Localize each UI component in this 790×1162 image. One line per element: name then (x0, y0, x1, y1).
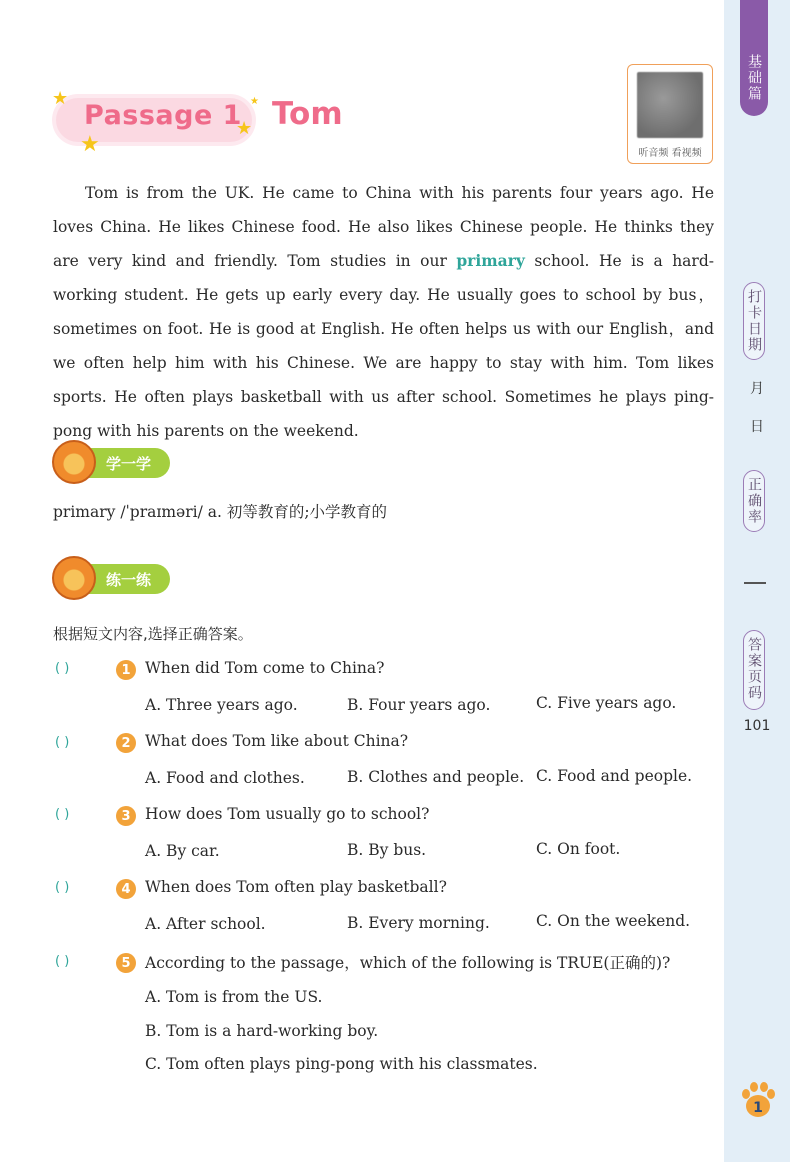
qr-code-card[interactable] (627, 64, 713, 164)
lion-mascot-icon (52, 440, 96, 484)
question-text: When did Tom come to China? (145, 659, 385, 677)
divider (744, 582, 766, 584)
section-tab (740, 0, 768, 116)
month-label: 月 (750, 381, 764, 397)
answer-blank[interactable]: ( ) (55, 807, 70, 822)
passage-text-2: school. He is a hard-working student. He gets up early every day. He usually goes to school by bus，sometimes on foot. He is good at English. He often helps us with our English，and we often help him with his Chinese. We are happy to stay with him. Tom likes sports. He often plays basketball with us after school. Sometimes he plays ping-pong with his parents on the weekend. (53, 252, 714, 440)
page-title: Tom (272, 96, 343, 132)
passage-text-1: Tom is from the UK. He came to China with his parents four years ago. He loves China. He likes Chinese food. He also likes Chinese people. He thinks they are very kind and friendly. Tom studies in our (53, 184, 714, 270)
paw-number: 1 (753, 1100, 763, 1116)
option-b[interactable]: B. Tom is a hard-working boy. (145, 1022, 379, 1040)
instructions: 根据短文内容,选择正确答案。 (53, 625, 253, 643)
question-number: 2 (116, 733, 136, 753)
option-c[interactable]: C. On foot. (536, 840, 621, 858)
passage-paragraph (53, 176, 714, 448)
question-number: 1 (116, 660, 136, 680)
option-b[interactable]: B. By bus. (347, 841, 427, 859)
option-b[interactable]: B. Clothes and people. (347, 768, 525, 786)
star-icon: ★ (250, 96, 259, 107)
reading-passage (53, 176, 714, 448)
option-c[interactable]: C. Food and people. (536, 767, 693, 785)
option-a[interactable]: A. Tom is from the US. (145, 988, 323, 1006)
option-c[interactable]: C. Tom often plays ping-pong with his classmates. (145, 1055, 538, 1073)
answer-page-label (743, 630, 765, 710)
checkin-date-text: 打卡日期 (746, 289, 762, 353)
section-tab-label: 基础篇 (746, 54, 762, 102)
question-text: When does Tom often play basketball? (145, 878, 447, 896)
answer-page-number: 101 (743, 718, 771, 734)
option-b[interactable]: B. Every morning. (347, 914, 490, 932)
day-label: 日 (750, 419, 764, 435)
option-a[interactable]: A. Food and clothes. (145, 769, 305, 787)
option-a[interactable]: A. By car. (145, 842, 220, 860)
question-number: 5 (116, 953, 136, 973)
qr-caption: 听音频 看视频 (638, 148, 702, 159)
answer-blank[interactable]: ( ) (55, 880, 70, 895)
practice-badge-label: 练一练 (106, 570, 152, 589)
qr-code-image[interactable] (637, 72, 703, 138)
option-c[interactable]: C. On the weekend. (536, 912, 691, 930)
question-number: 3 (116, 806, 136, 826)
option-c[interactable]: C. Five years ago. (536, 694, 677, 712)
side-strip (724, 0, 790, 1162)
answer-blank[interactable]: ( ) (55, 735, 70, 750)
wave-edge (716, 0, 732, 1162)
star-icon: ★ (52, 88, 69, 109)
question-text: According to the passage，which of the following is TRUE(正确的)? (145, 954, 671, 972)
question-text: How does Tom usually go to school? (145, 805, 430, 823)
paw-icon (738, 1080, 778, 1120)
question-number: 4 (116, 879, 136, 899)
checkin-date-label (743, 282, 765, 360)
answer-page-text: 答案页码 (746, 637, 762, 701)
vocab-entry: primary /ˈpraɪməri/ a. 初等教育的;小学教育的 (53, 503, 388, 521)
highlighted-word: primary (456, 251, 525, 270)
question-text: What does Tom like about China? (145, 732, 409, 750)
star-icon: ★ (80, 132, 100, 157)
accuracy-text: 正确率 (746, 477, 762, 525)
option-a[interactable]: A. Three years ago. (145, 696, 298, 714)
star-icon: ★ (236, 118, 253, 139)
accuracy-label (743, 470, 765, 532)
option-a[interactable]: A. After school. (145, 915, 266, 933)
answer-blank[interactable]: ( ) (55, 954, 70, 969)
passage-label: Passage 1 (84, 100, 242, 131)
option-b[interactable]: B. Four years ago. (347, 696, 491, 714)
answer-blank[interactable]: ( ) (55, 661, 70, 676)
learn-badge-label: 学一学 (106, 454, 152, 473)
lion-mascot-icon (52, 556, 96, 600)
